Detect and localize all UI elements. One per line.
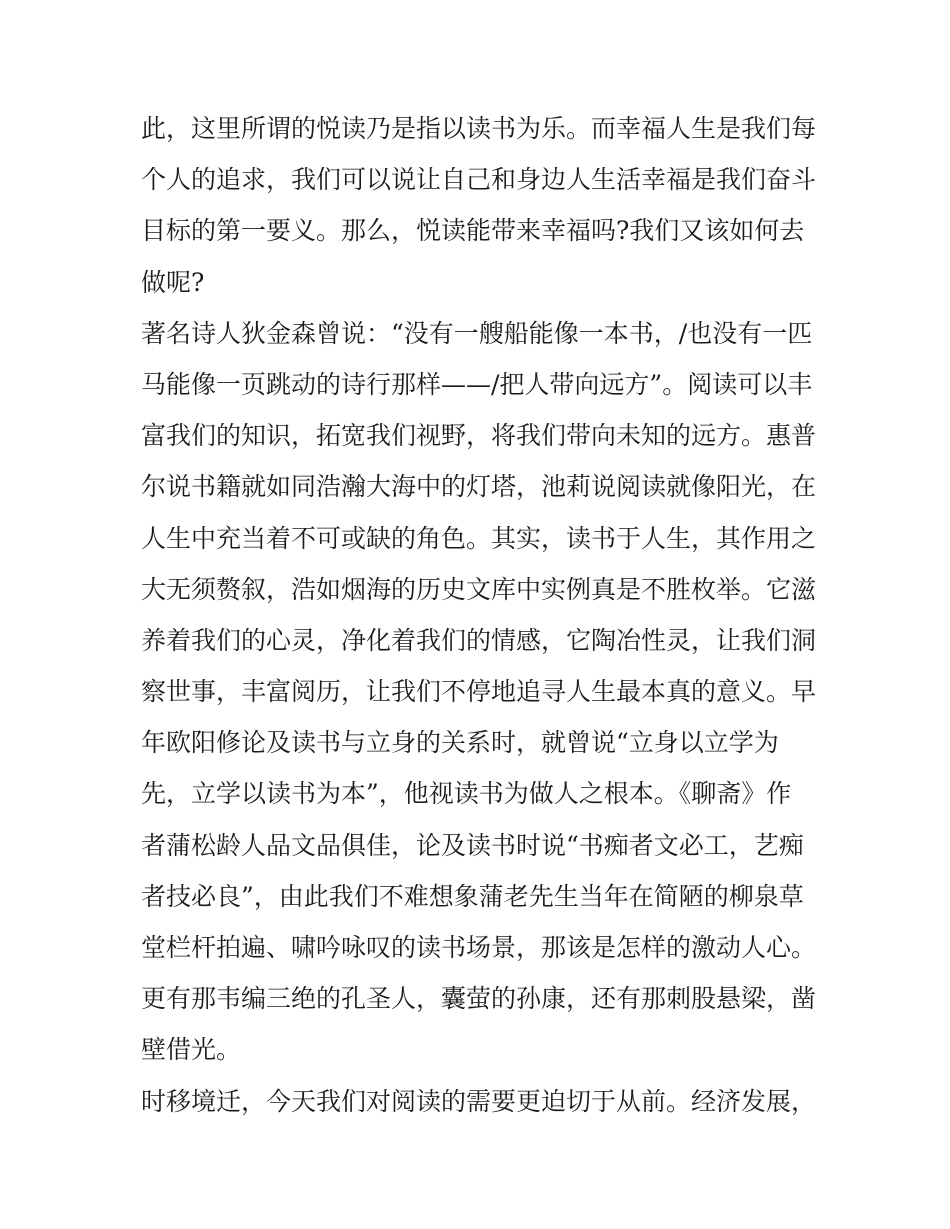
body-text <box>141 103 821 1127</box>
text-line: 著名诗人狄金森曾说：“没有一艘船能像一本书，/也没有一匹 <box>141 318 813 348</box>
text-line: 先，立学以读书为本”，他视读书为做人之根本。《聊斋》作 <box>141 779 792 809</box>
text-line: 做呢? <box>141 267 205 297</box>
text-line: 更有那韦编三绝的孔圣人，囊萤的孙康，还有那刺股悬梁，凿 <box>141 984 817 1014</box>
text-line: 堂栏杆拍遍、啸吟咏叹的读书场景，那该是怎样的激动人心。 <box>141 933 817 962</box>
text-line: 尔说书籍就如同浩瀚大海中的灯塔，池莉说阅读就像阳光，在 <box>141 472 817 502</box>
text-line: 壁借光。 <box>141 1035 242 1065</box>
text-line: 养着我们的心灵，净化着我们的情感，它陶冶性灵，让我们洞 <box>141 625 817 655</box>
text-line: 察世事，丰富阅历，让我们不停地追寻人生最本真的意义。早 <box>141 677 817 707</box>
text-line: 人生中充当着不可或缺的角色。其实，读书于人生，其作用之 <box>141 523 817 553</box>
text-line: 者技必良”，由此我们不难想象蒲老先生当年在简陋的柳泉草 <box>141 881 804 911</box>
text-line: 者蒲松龄人品文品俱佳，论及读书时说“书痴者文必工，艺痴 <box>141 830 804 860</box>
text-line: 马能像一页跳动的诗行那样——/把人带向远方”。阅读可以丰 <box>141 369 813 399</box>
text-line: 年欧阳修论及读书与立身的关系时，就曾说“立身以立学为 <box>141 728 779 758</box>
text-line: 目标的第一要义。那么，悦读能带来幸福吗?我们又该如何去 <box>141 216 805 246</box>
text-line: 个人的追求，我们可以说让自己和身边人生活幸福是我们奋斗 <box>141 165 817 195</box>
text-line: 时移境迁，今天我们对阅读的需要更迫切于从前。经济发展， <box>141 1086 817 1116</box>
text-line: 大无须赘叙，浩如烟海的历史文库中实例真是不胜枚举。它滋 <box>141 574 817 604</box>
text-line: 此，这里所谓的悦读乃是指以读书为乐。而幸福人生是我们每 <box>141 114 817 143</box>
text-line: 富我们的知识，拓宽我们视野，将我们带向未知的远方。惠普 <box>141 421 817 451</box>
